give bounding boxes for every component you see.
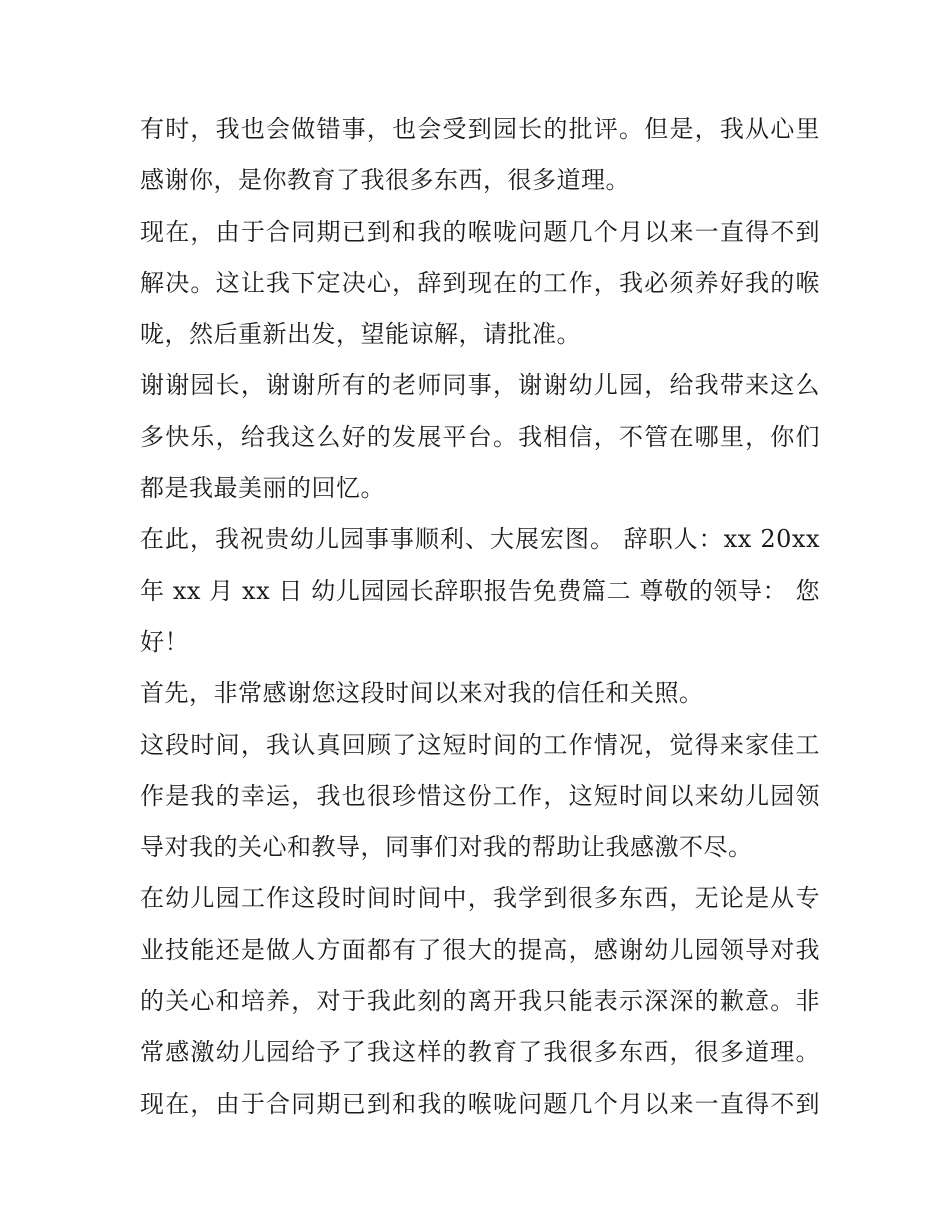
text-line: 现在，由于合同期已到和我的喉咙问题几个月以来一直得不到 bbox=[140, 1089, 820, 1118]
text-line: 解决。这让我下定决心，辞到现在的工作，我必须养好我的喉 bbox=[140, 268, 820, 297]
text-line: 现在，由于合同期已到和我的喉咙问题几个月以来一直得不到 bbox=[140, 217, 820, 246]
text-line: 业技能还是做人方面都有了很大的提高，感谢幼儿园领导对我 bbox=[140, 935, 820, 964]
text-line: 的关心和培养，对于我此刻的离开我只能表示深深的歉意。非 bbox=[140, 987, 820, 1016]
text-line: 都是我最美丽的回忆。 bbox=[140, 474, 385, 503]
text-line: 咙，然后重新出发，望能谅解，请批准。 bbox=[140, 320, 581, 349]
text-line: 年 xx 月 xx 日 幼儿园园长辞职报告免费篇二 尊敬的领导： 您 bbox=[140, 576, 820, 605]
text-line: 作是我的幸运，我也很珍惜这份工作，这短时间以来幼儿园领 bbox=[140, 781, 820, 810]
text-line: 导对我的关心和教导，同事们对我的帮助让我感激不尽。 bbox=[140, 833, 753, 862]
text-line: 感谢你，是你教育了我很多东西，很多道理。 bbox=[140, 166, 630, 195]
text-line: 谢谢园长，谢谢所有的老师同事，谢谢幼儿园，给我带来这么 bbox=[140, 371, 820, 400]
text-line: 多快乐，给我这么好的发展平台。我相信，不管在哪里，你们 bbox=[140, 422, 820, 451]
text-line: 在此，我祝贵幼儿园事事顺利、大展宏图。 辞职人：xx 20xx bbox=[140, 525, 820, 554]
text-line: 在幼儿园工作这段时间时间中，我学到很多东西，无论是从专 bbox=[140, 884, 820, 913]
text-line: 有时，我也会做错事，也会受到园长的批评。但是，我从心里 bbox=[140, 115, 820, 143]
document-body bbox=[140, 104, 820, 1130]
text-line: 好！ bbox=[140, 627, 189, 656]
text-line: 首先，非常感谢您这段时间以来对我的信任和关照。 bbox=[140, 679, 704, 708]
text-line: 这段时间，我认真回顾了这短时间的工作情况，觉得来家佳工 bbox=[140, 730, 820, 759]
text-line: 常感激幼儿园给予了我这样的教育了我很多东西，很多道理。 bbox=[140, 1038, 820, 1067]
